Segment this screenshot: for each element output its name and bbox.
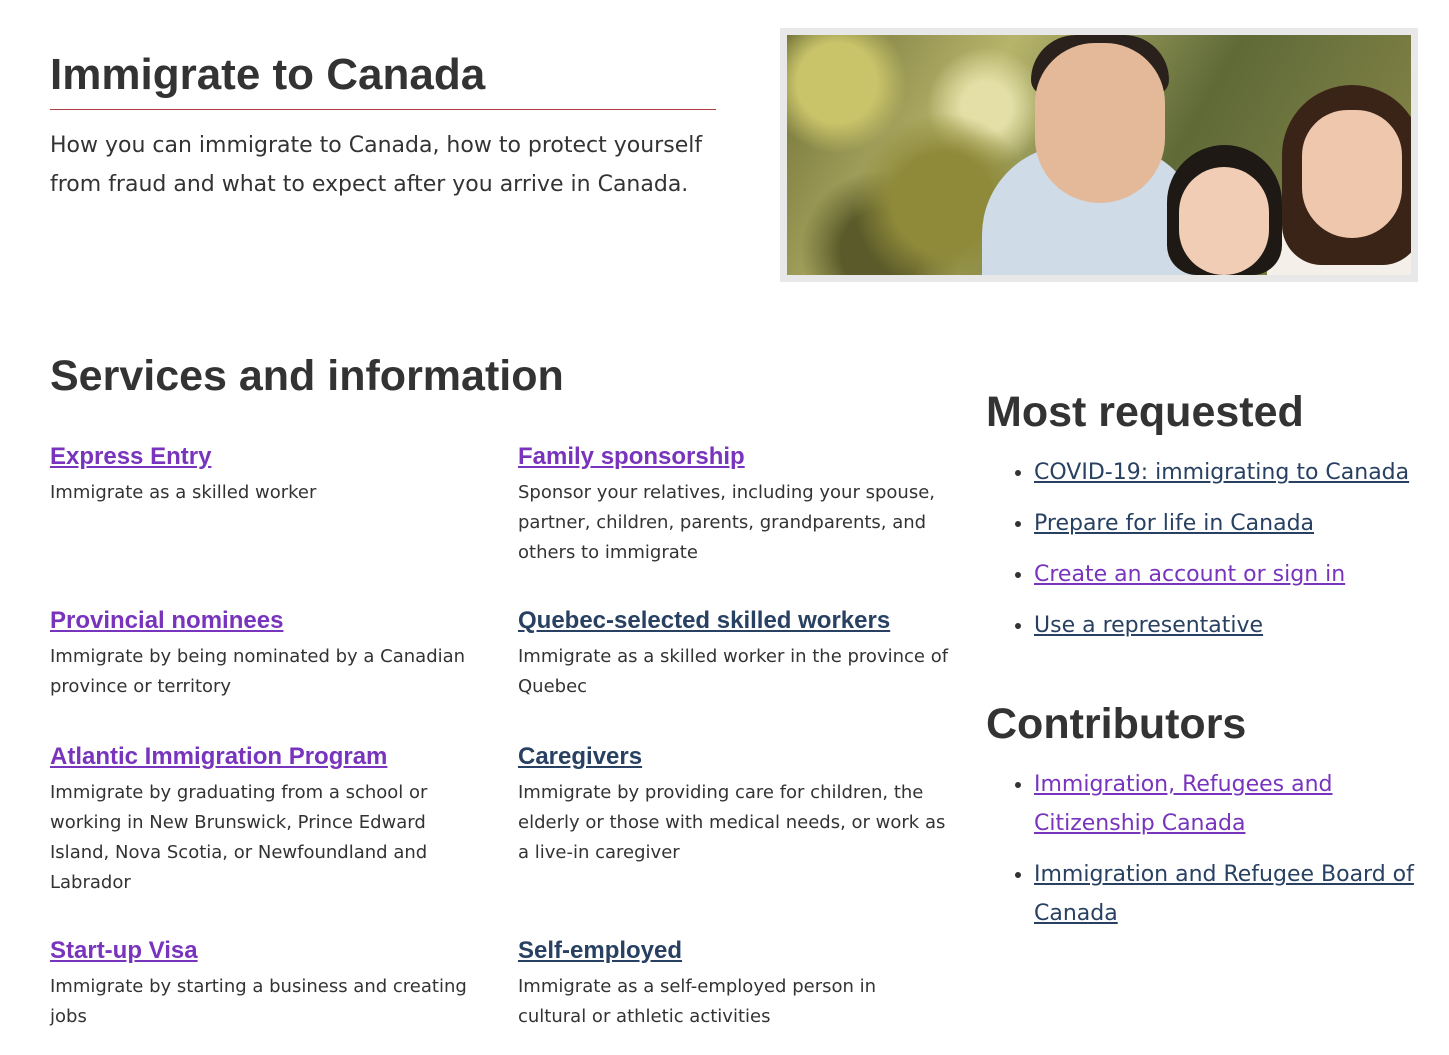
service-quebec-skilled-workers — [518, 606, 958, 702]
list-item — [1034, 504, 1449, 543]
page-intro: How you can immigrate to Canada, how to protect yourself from fraud and what to expect after you arrive in Canada. — [50, 133, 703, 197]
contributors-list — [1010, 765, 1424, 945]
service-caregivers — [518, 742, 958, 868]
service-atlantic-immigration — [50, 742, 470, 898]
service-link-caregivers[interactable]: Caregivers — [518, 743, 643, 770]
link-ircc[interactable]: Immigration, Refugees and Citizenship Canada — [1034, 772, 1333, 836]
link-create-account[interactable]: Create an account or sign in — [1034, 562, 1346, 587]
service-link-family-sponsorship[interactable]: Family sponsorship — [518, 443, 745, 470]
service-link-quebec-skilled-workers[interactable]: Quebec-selected skilled workers — [518, 607, 891, 634]
service-link-provincial-nominees[interactable]: Provincial nominees — [50, 607, 284, 634]
service-desc-express-entry: Immigrate as a skilled worker — [50, 482, 317, 503]
service-link-express-entry[interactable]: Express Entry — [50, 443, 212, 470]
hero-image-family — [780, 28, 1418, 282]
link-covid-immigrating[interactable]: COVID-19: immigrating to Canada — [1034, 460, 1410, 485]
page-title: Immigrate to Canada — [50, 50, 716, 110]
service-desc-provincial-nominees: Immigrate by being nominated by a Canadian province or territory — [50, 646, 466, 697]
list-item — [1034, 765, 1424, 843]
most-requested-heading: Most requested — [986, 388, 1304, 436]
service-link-start-up-visa[interactable]: Start-up Visa — [50, 937, 198, 964]
service-desc-caregivers: Immigrate by providing care for children, the elderly or those with medical needs, or work as a live-in caregiver — [518, 782, 946, 863]
list-item — [1034, 855, 1424, 933]
service-link-self-employed[interactable]: Self-employed — [518, 937, 683, 964]
service-desc-self-employed: Immigrate as a self-employed person in cultural or athletic activities — [518, 976, 877, 1027]
service-desc-family-sponsorship: Sponsor your relatives, including your spouse, partner, children, parents, grandparents, and others to immigrate — [518, 482, 935, 563]
service-desc-atlantic-immigration: Immigrate by graduating from a school or working in New Brunswick, Prince Edward Island, Nova Scotia, or Newfoundland and Labrador — [50, 782, 428, 893]
service-provincial-nominees — [50, 606, 470, 702]
service-self-employed — [518, 936, 938, 1032]
service-family-sponsorship — [518, 442, 938, 568]
services-heading: Services and information — [50, 352, 564, 400]
link-prepare-life[interactable]: Prepare for life in Canada — [1034, 511, 1315, 536]
list-item — [1034, 453, 1449, 492]
service-express-entry — [50, 442, 470, 508]
service-desc-quebec-skilled-workers: Immigrate as a skilled worker in the province of Quebec — [518, 646, 949, 697]
contributors-heading: Contributors — [986, 700, 1247, 748]
list-item — [1034, 555, 1449, 594]
service-link-atlantic-immigration[interactable]: Atlantic Immigration Program — [50, 743, 388, 770]
list-item — [1034, 606, 1449, 645]
most-requested-list — [1010, 453, 1449, 657]
link-irb[interactable]: Immigration and Refugee Board of Canada — [1034, 862, 1414, 926]
service-desc-start-up-visa: Immigrate by starting a business and creating jobs — [50, 976, 467, 1027]
link-use-representative[interactable]: Use a representative — [1034, 613, 1264, 638]
service-start-up-visa — [50, 936, 470, 1032]
